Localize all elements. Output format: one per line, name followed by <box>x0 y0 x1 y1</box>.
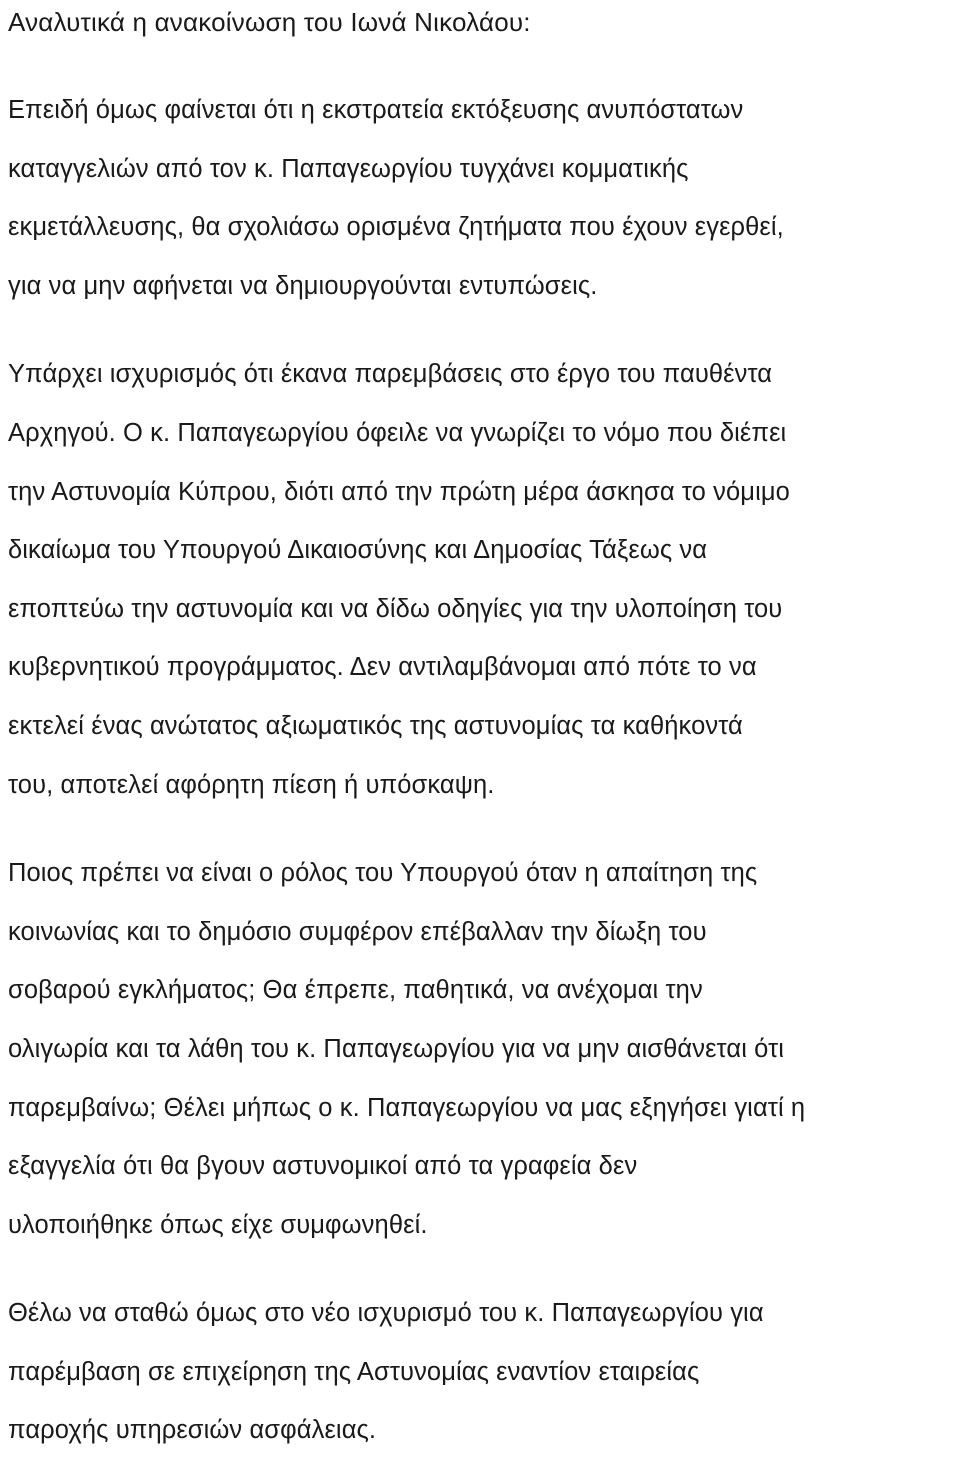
text-line: παροχής υπηρεσιών ασφάλειας. <box>8 1416 377 1445</box>
text-line: Θέλω να σταθώ όμως στο νέο ισχυρισμό του κ. Παπαγεωργίου για <box>8 1299 764 1328</box>
document-title: Αναλυτικά η ανακοίνωση του Ιωνά Νικολάου: <box>8 7 531 37</box>
text-line: παρέμβαση σε επιχείρηση της Αστυνομίας εναντίον εταιρείας <box>8 1357 700 1386</box>
text-line: δικαίωμα του Υπουργού Δικαιοσύνης και Δημοσίας Τάξεως να <box>8 536 708 565</box>
text-line: Αρχηγού. Ο κ. Παπαγεωργίου όφειλε να γνωρίζει το νόμο που διέπει <box>8 418 787 447</box>
text-line: υλοποιήθηκε όπως είχε συμφωνηθεί. <box>8 1210 428 1239</box>
paragraph-2 <box>8 345 958 814</box>
text-line: εξαγγελία ότι θα βγουν αστυνομικοί από τα γραφεία δεν <box>8 1152 638 1181</box>
text-line: κυβερνητικού προγράμματος. Δεν αντιλαμβάνομαι από πότε το να <box>8 653 757 682</box>
text-line: Υπάρχει ισχυρισμός ότι έκανα παρεμβάσεις στο έργο του παυθέντα <box>8 360 773 389</box>
text-line: καταγγελιών από τον κ. Παπαγεωργίου τυγχάνει κομματικής <box>8 154 689 183</box>
text-line: εποπτεύω την αστυνομία και να δίδω οδηγίες για την υλοποίηση του <box>8 594 783 623</box>
text-line: Ποιος πρέπει να είναι ο ρόλος του Υπουργού όταν η απαίτηση της <box>8 859 758 888</box>
paragraph-3 <box>8 844 958 1254</box>
paragraph-1 <box>8 81 958 315</box>
text-line: παρεμβαίνω; Θέλει μήπως ο κ. Παπαγεωργίου να μας εξηγήσει γιατί η <box>8 1093 806 1122</box>
text-line: Επειδή όμως φαίνεται ότι η εκστρατεία εκτόξευσης ανυπόστατων <box>8 96 744 124</box>
text-line: την Αστυνομία Κύπρου, διότι από την πρώτη μέρα άσκησα το νόμιμο <box>8 477 790 506</box>
text-line: του, αποτελεί αφόρητη πίεση ή υπόσκαψη. <box>8 770 495 799</box>
text-line: ολιγωρία και τα λάθη του κ. Παπαγεωργίου για να μην αισθάνεται ότι <box>8 1034 785 1063</box>
paragraph-4 <box>8 1284 958 1460</box>
text-line: εκμετάλλευσης, θα σχολιάσω ορισμένα ζητήματα που έχουν εγερθεί, <box>8 213 784 242</box>
document-page <box>8 0 958 1460</box>
text-line: κοινωνίας και το δημόσιο συμφέρον επέβαλλαν την δίωξη του <box>8 917 707 946</box>
text-line: εκτελεί ένας ανώτατος αξιωματικός της αστυνομίας τα καθήκοντά <box>8 711 743 740</box>
text-line: σοβαρού εγκλήματος; Θα έπρεπε, παθητικά, να ανέχομαι την <box>8 976 703 1005</box>
text-line: για να μην αφήνεται να δημιουργούνται εντυπώσεις. <box>8 271 598 300</box>
